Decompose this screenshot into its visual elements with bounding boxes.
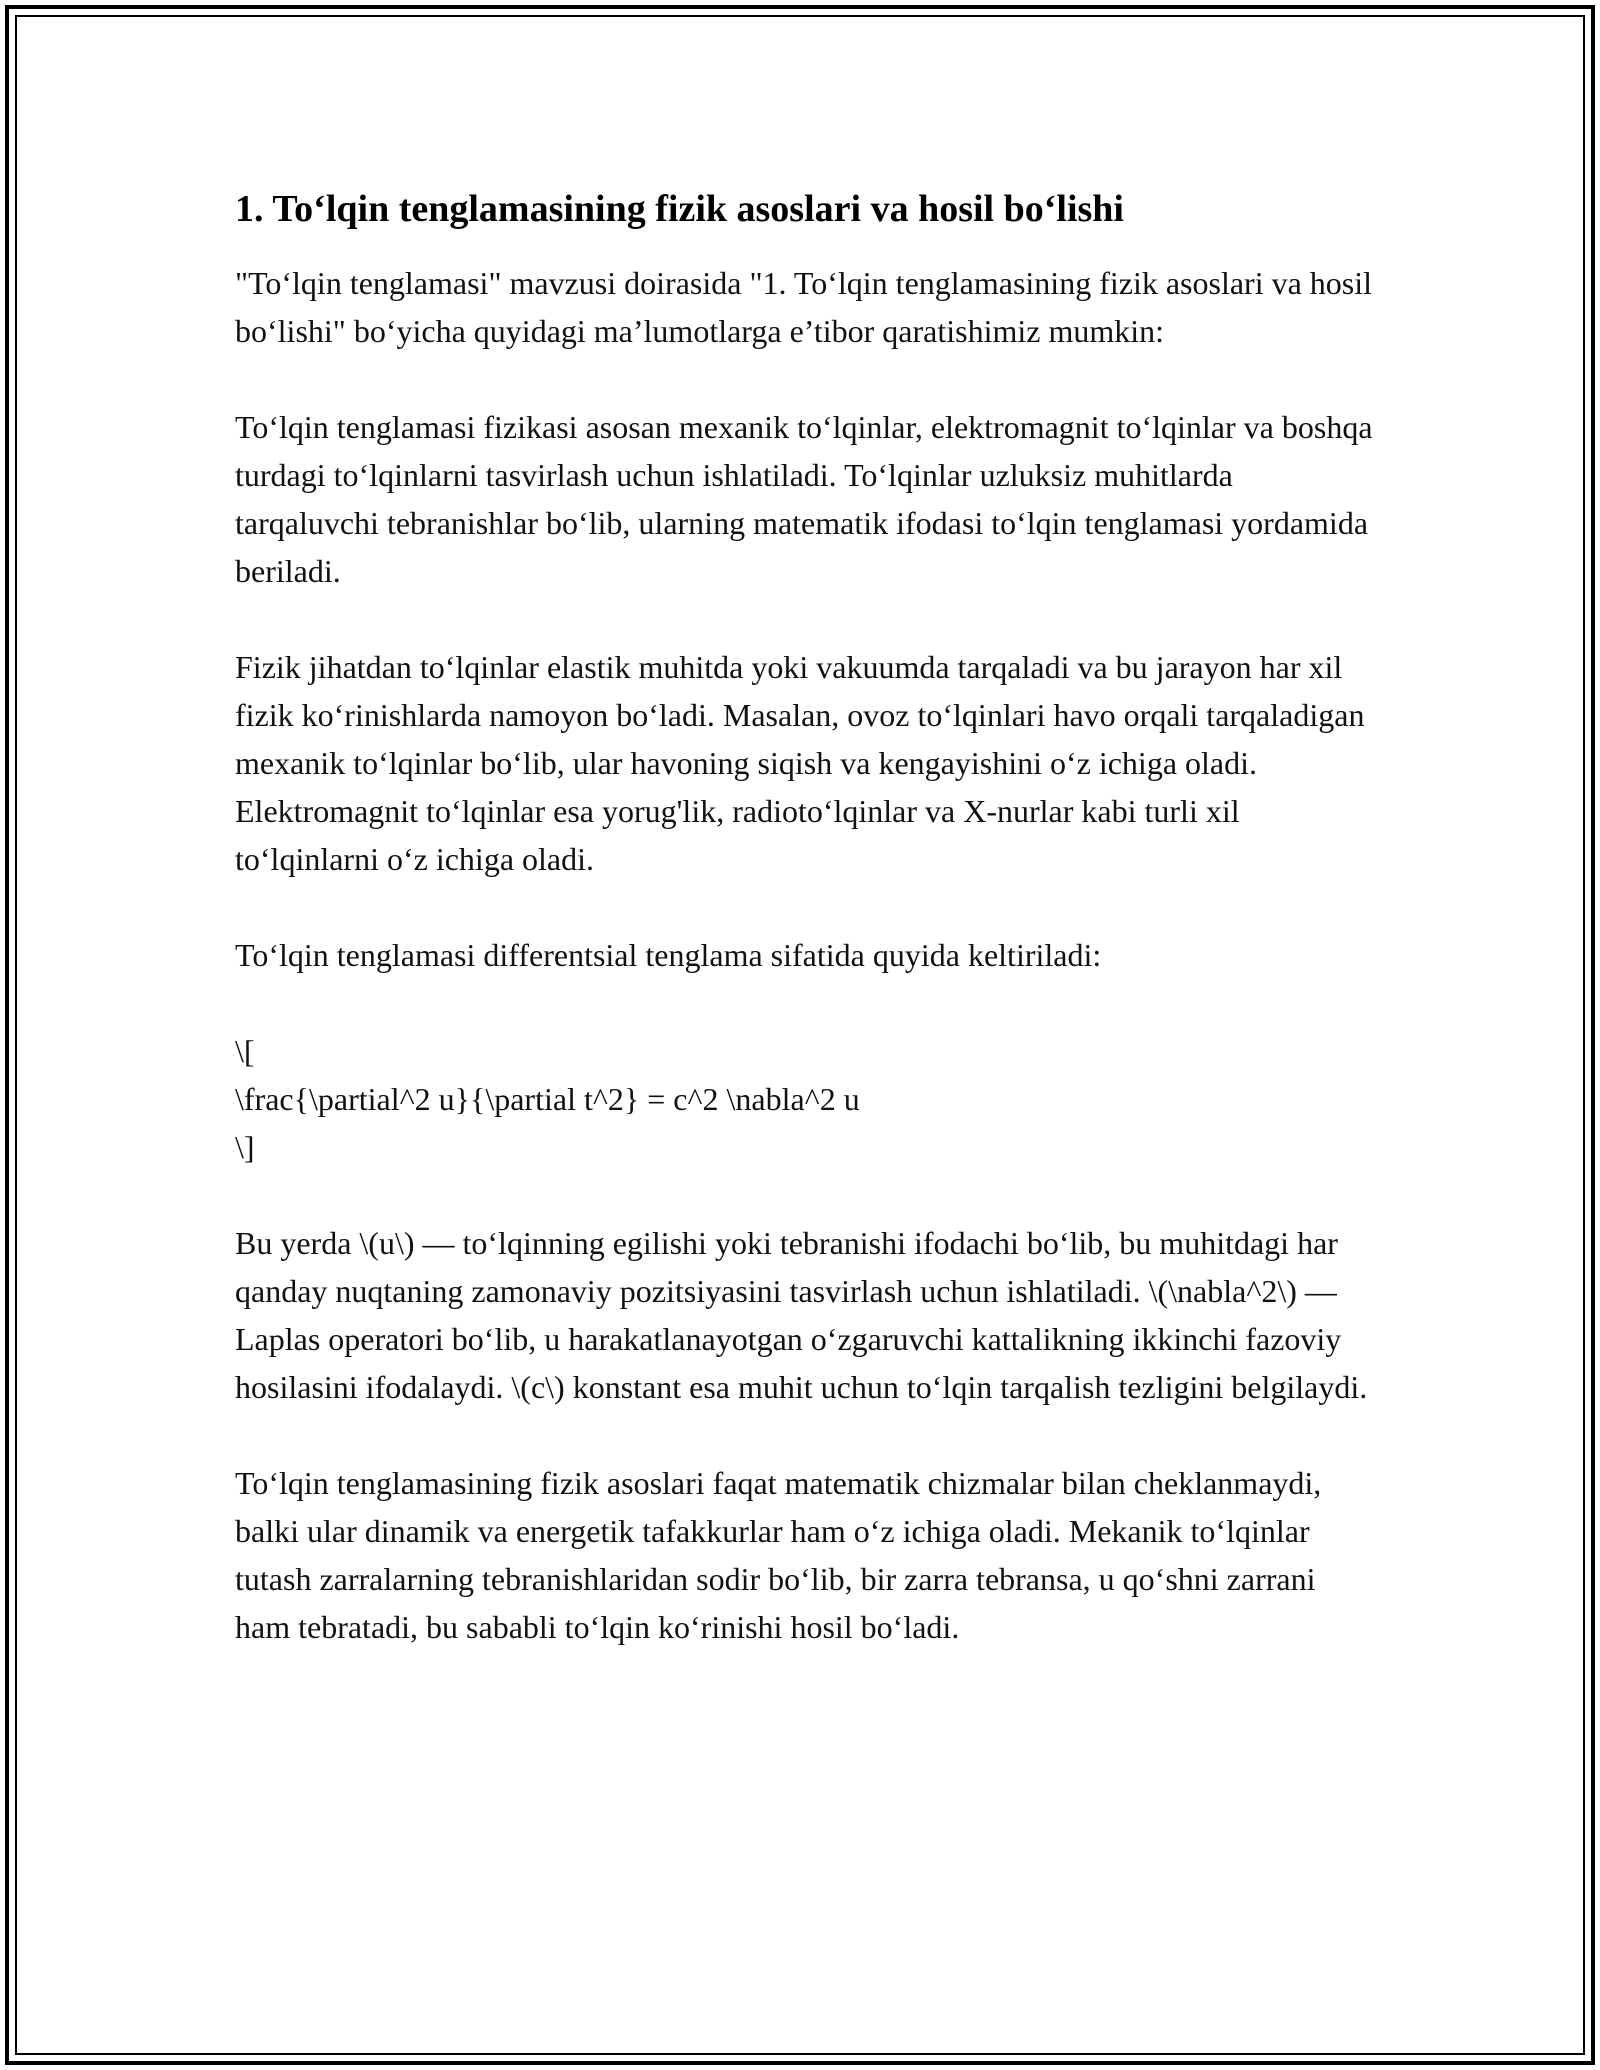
paragraph-mechanics: To‘lqin tenglamasining fizik asoslari faqat matematik chizmalar bilan cheklanmaydi, balki ular dinamik va energetik tafakkurlar ham o‘z ichiga oladi. Mekanik to‘lqinlar tutash zarralarning tebranishlaridan sodir bo‘lib, bir zarra tebransa, u qo‘shni zarrani ham tebratadi, bu sababli to‘lqin ko‘rinishi hosil bo‘ladi. (235, 1465, 1322, 1645)
section-heading: 1. To‘lqin tenglamasining fizik asoslari va hosil bo‘lishi (235, 188, 1124, 230)
paragraph-variables: Bu yerda \(u\) — to‘lqinning egilishi yoki tebranishi ifodachi bo‘lib, bu muhitdagi har qanday nuqtaning zamonaviy pozitsiyasini tasvirlash uchun ishlatiladi. \(\nabla^2\) — Laplas operatori bo‘lib, u harakatlanayotgan o‘zgaruvchi kattalikning ikkinchi fazoviy hosilasini ifodalaydi. \(c\) konstant esa muhit uchun to‘lqin tarqalish tezligini belgilaydi. (235, 1225, 1368, 1405)
paragraph-intro: "To‘lqin tenglamasi" mavzusi doirasida "1. To‘lqin tenglamasining fizik asoslari va hosil bo‘lishi" bo‘yicha quyidagi ma’lumotlarga e’tibor qaratishimiz mumkin: (235, 265, 1373, 349)
formula-close: \] (235, 1129, 255, 1165)
wave-equation-formula (235, 1027, 1375, 1171)
paragraph-wave-physics: To‘lqin tenglamasi fizikasi asosan mexanik to‘lqinlar, elektromagnit to‘lqinlar va boshqa turdagi to‘lqinlarni tasvirlash uchun ishlatiladi. To‘lqinlar uzluksiz muhitlarda tarqaluvchi tebranishlar bo‘lib, ularning matematik ifodasi to‘lqin tenglamasi yordamida beriladi. (235, 409, 1373, 589)
paragraph-equation-intro: To‘lqin tenglamasi differentsial tenglama sifatida quyida keltiriladi: (235, 937, 1102, 973)
paragraph-propagation: Fizik jihatdan to‘lqinlar elastik muhitda yoki vakuumda tarqaladi va bu jarayon har xil fizik ko‘rinishlarda namoyon bo‘ladi. Masalan, ovoz to‘lqinlari havo orqali tarqaladigan mexanik to‘lqinlar bo‘lib, ular havoning siqish va kengayishini o‘z ichiga oladi. Elektromagnit to‘lqinlar esa yorug'lik, radioto‘lqinlar va X-nurlar kabi turli xil to‘lqinlarni o‘z ichiga oladi. (235, 649, 1365, 877)
formula-body: \frac{\partial^2 u}{\partial t^2} = c^2 \nabla^2 u (235, 1081, 860, 1117)
document-body (235, 185, 1375, 1699)
formula-open: \[ (235, 1033, 255, 1069)
